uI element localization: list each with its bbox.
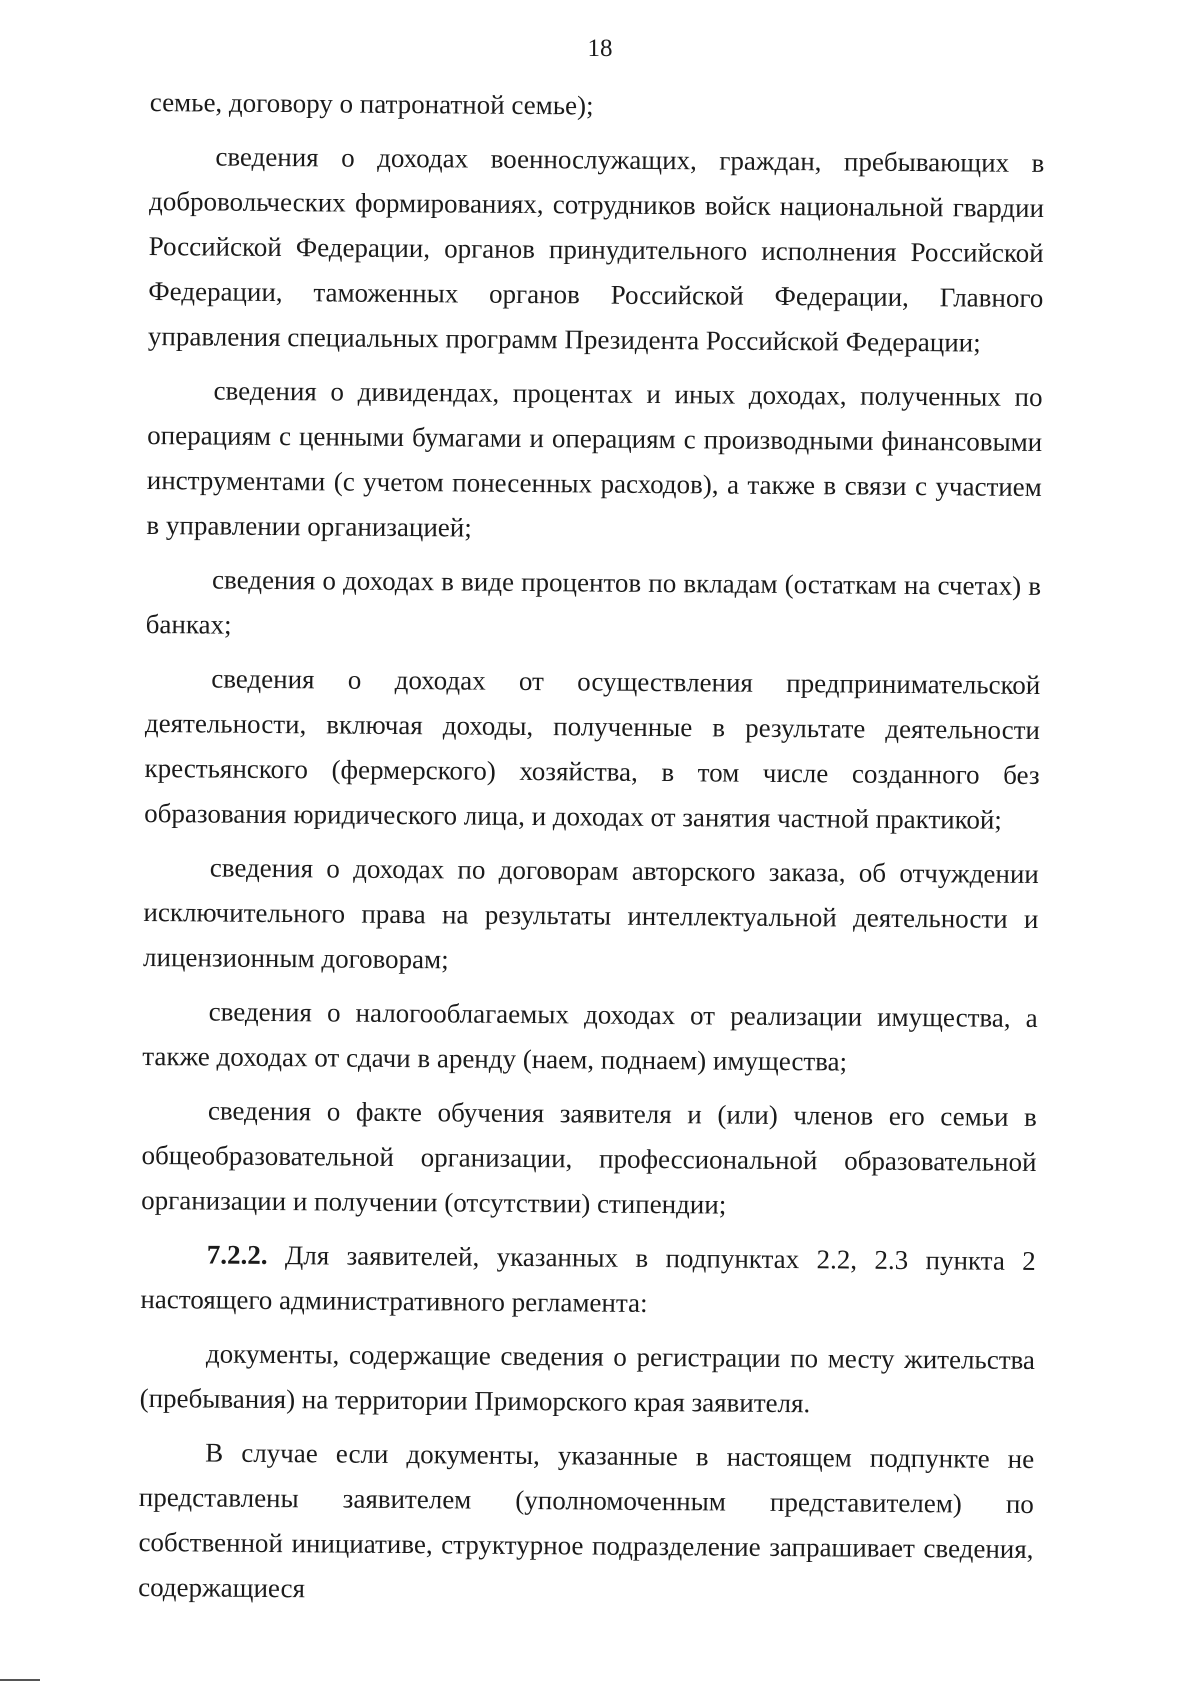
paragraph-text: сведения о факте обучения заявителя и (или) членов его семьи в общеобразовательной организации, профессиональной образовательной организации и получении (отсутствии) стипендии; [141,1095,1038,1220]
section-number: 7.2.2. [206,1239,268,1270]
paragraph-military-income [148,134,1045,366]
paragraph-section-7-2-2 [140,1232,1036,1329]
paragraph-business-income [144,656,1040,843]
scan-edge-mark [0,1679,40,1681]
paragraph-registration-documents [139,1331,1035,1428]
paragraph-text: Для заявителей, указанных в подпунктах 2.2, 2.3 пункта 2 настоящего административного регламента: [140,1239,1036,1318]
paragraph-dividends [146,368,1042,555]
paragraph-education [141,1088,1037,1230]
document-body [138,80,1045,1617]
paragraph-text: документы, содержащие сведения о регистрации по месту жительства (пребывания) на территории Приморского края заявителя. [139,1338,1036,1419]
paragraph-request-info [138,1430,1034,1617]
paragraph-text: сведения о доходах от осуществления предпринимательской деятельности, включая доходы, полученные в результате деятельности крестьянского (фермерского) хозяйства, в том числе созданного без образования юридического лица, и доходах от занятия частной практикой; [144,663,1041,835]
paragraph-property-income [142,989,1038,1086]
paragraph-continuation [150,80,1045,132]
page-number: 18 [587,35,613,62]
paragraph-text: В случае если документы, указанные в настоящем подпункте не представлены заявителем (уполномоченным представителем) по собственной инициативе, структурное подразделение запрашивает сведения, содержащиеся [138,1437,1035,1604]
paragraph-text: сведения о доходах по договорам авторского заказа, об отчуждении исключительного права на результаты интеллектуальной деятельности и лицензионным договорам; [142,852,1039,975]
paragraph-text: семье, договору о патронатной семье); [149,86,594,121]
paragraph-text: сведения о доходах военнослужащих, граждан, пребывающих в добровольческих формированиях, сотрудников войск национальной гвардии Российской Федерации, органов принудительного исполнения Российской Федерации, таможенных органов Российской Федерации, Главного управления специальных программ Президента Российской Федерации; [147,141,1045,358]
paragraph-text: сведения о доходах в виде процентов по вкладам (остаткам на счетах) в банках; [145,564,1042,640]
paragraph-text: сведения о налогооблагаемых доходах от реализации имущества, а также доходах от сдачи в аренду (наем, поднаем) имущества; [142,996,1038,1077]
paragraph-author-contracts [143,845,1039,987]
paragraph-text: сведения о дивидендах, процентах и иных доходах, полученных по операциям с ценными бумагами и операциям с производными финансовыми инструментами (с учетом понесенных расходов), а также в связи с участием в управлении организацией; [146,375,1043,543]
paragraph-deposit-interest [146,557,1042,654]
